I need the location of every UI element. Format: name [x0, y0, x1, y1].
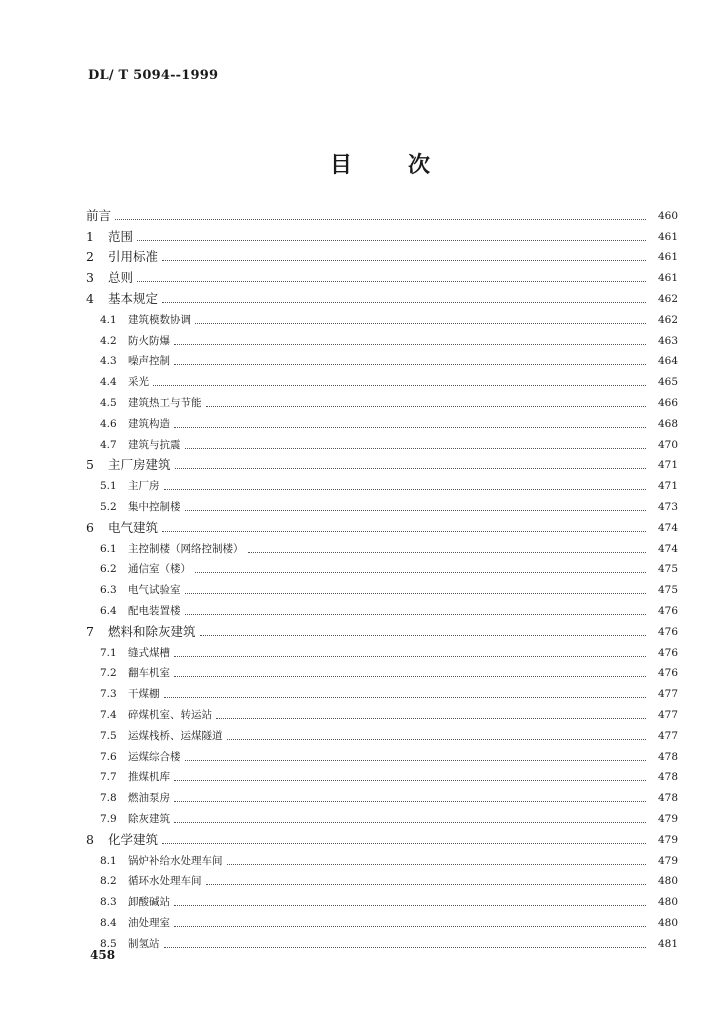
toc-entry-label: 运煤综合楼 [128, 750, 181, 763]
dot-leader [206, 883, 647, 885]
dot-leader [162, 301, 646, 303]
toc-entry-label: 循环水处理车间 [128, 875, 202, 888]
dot-leader [185, 592, 647, 594]
toc-entry-number: 7.1 [100, 646, 117, 659]
toc-entry-page: 480 [657, 916, 678, 929]
toc-entry-label: 噪声控制 [128, 355, 170, 368]
toc-entry-page: 465 [657, 376, 678, 389]
toc-entry-label: 建筑构造 [128, 417, 170, 430]
toc-entry-page: 481 [657, 937, 678, 950]
toc-entry[interactable] [86, 869, 678, 890]
dot-leader [174, 363, 646, 365]
toc-entry-number: 3 [86, 270, 94, 286]
table-of-contents [86, 203, 678, 952]
toc-entry[interactable] [86, 307, 678, 328]
toc-entry-label: 翻车机室 [128, 667, 170, 680]
toc-entry-label: 配电装置楼 [128, 604, 181, 617]
toc-entry-label: 范围 [108, 228, 134, 244]
toc-entry[interactable] [86, 432, 678, 453]
toc-entry[interactable] [86, 536, 678, 557]
dot-leader [174, 675, 646, 677]
toc-entry-label: 采光 [128, 376, 149, 389]
toc-entry-page: 479 [657, 854, 678, 867]
toc-entry[interactable] [86, 910, 678, 931]
toc-entry-label: 前言 [86, 207, 112, 223]
toc-entry-page: 477 [657, 688, 678, 701]
toc-entry-number: 7.5 [100, 729, 117, 742]
toc-entry-page: 479 [657, 833, 678, 846]
toc-entry-number: 7.6 [100, 750, 117, 763]
dot-leader [137, 280, 646, 282]
toc-entry-page: 471 [657, 459, 678, 472]
toc-entry-number: 5 [86, 457, 94, 473]
toc-entry-page: 476 [657, 667, 678, 680]
toc-entry[interactable] [86, 744, 678, 765]
toc-entry-number: 7.8 [100, 792, 117, 805]
toc-entry-page: 473 [657, 500, 678, 513]
toc-entry-label: 缝式煤槽 [128, 646, 170, 659]
dot-leader [164, 488, 647, 490]
toc-entry-page: 462 [657, 313, 678, 326]
document-code-header: DL/ T 5094--1999 [88, 68, 219, 83]
dot-leader [115, 218, 646, 220]
dot-leader [174, 821, 646, 823]
toc-entry-label: 电气建筑 [108, 519, 159, 535]
toc-entry-number: 7.3 [100, 688, 117, 701]
toc-entry-page: 461 [657, 272, 678, 285]
dot-leader [174, 904, 646, 906]
toc-entry[interactable] [86, 702, 678, 723]
toc-entry-number: 2 [86, 249, 94, 265]
page-number: 458 [90, 948, 116, 962]
toc-entry-label: 总则 [108, 270, 134, 286]
toc-entry-number: 1 [86, 228, 94, 244]
dot-leader [200, 634, 646, 636]
toc-entry[interactable] [86, 224, 678, 245]
toc-entry-number: 6.1 [100, 542, 117, 555]
toc-entry-label: 制氢站 [128, 937, 160, 950]
dot-leader [175, 467, 646, 469]
toc-entry[interactable] [86, 827, 678, 848]
toc-entry[interactable] [86, 515, 678, 536]
toc-entry[interactable] [86, 286, 678, 307]
toc-entry[interactable] [86, 245, 678, 266]
toc-entry[interactable] [86, 765, 678, 786]
toc-entry-label: 建筑与抗震 [128, 438, 181, 451]
dot-leader [174, 655, 646, 657]
dot-leader [185, 759, 647, 761]
title-char-2: 次 [408, 152, 431, 178]
toc-entry-number: 8.3 [100, 896, 117, 909]
toc-entry-number: 6.2 [100, 563, 117, 576]
toc-entry-number: 6.3 [100, 584, 117, 597]
toc-entry-number: 5.1 [100, 480, 117, 493]
dot-leader [227, 863, 647, 865]
toc-entry-label: 除灰建筑 [128, 812, 170, 825]
toc-entry-label: 基本规定 [108, 290, 159, 306]
toc-entry-page: 477 [657, 729, 678, 742]
toc-entry[interactable] [86, 349, 678, 370]
dot-leader [164, 946, 647, 948]
toc-entry[interactable] [86, 640, 678, 661]
toc-entry[interactable] [86, 785, 678, 806]
toc-entry-label: 建筑模数协调 [128, 313, 191, 326]
dot-leader [185, 447, 647, 449]
toc-entry[interactable] [86, 390, 678, 411]
toc-entry-number: 4 [86, 290, 94, 306]
toc-entry-page: 478 [657, 750, 678, 763]
toc-entry[interactable] [86, 203, 678, 224]
dot-leader [153, 384, 646, 386]
toc-entry-label: 主厂房 [128, 480, 160, 493]
toc-entry[interactable] [86, 848, 678, 869]
toc-entry[interactable] [86, 494, 678, 515]
toc-entry-page: 476 [657, 604, 678, 617]
toc-entry-label: 燃料和除灰建筑 [108, 623, 196, 639]
toc-entry-page: 460 [657, 209, 678, 222]
dot-leader [174, 800, 646, 802]
toc-entry-number: 6.4 [100, 604, 117, 617]
dot-leader [216, 717, 646, 719]
toc-entry-page: 461 [657, 230, 678, 243]
toc-entry-page: 463 [657, 334, 678, 347]
toc-entry-label: 引用标准 [108, 249, 159, 265]
toc-entry[interactable] [86, 328, 678, 349]
toc-entry-page: 475 [657, 584, 678, 597]
toc-entry-page: 474 [657, 521, 678, 534]
toc-entry-page: 462 [657, 292, 678, 305]
title-char-1: 目 [330, 152, 353, 178]
toc-entry[interactable] [86, 557, 678, 578]
dot-leader [162, 842, 646, 844]
toc-entry-number: 8 [86, 831, 94, 847]
toc-entry[interactable] [86, 931, 678, 952]
toc-entry-label: 集中控制楼 [128, 500, 181, 513]
toc-entry-number: 8.4 [100, 916, 117, 929]
dot-leader [174, 426, 646, 428]
toc-entry-label: 推煤机库 [128, 771, 170, 784]
dot-leader [174, 925, 646, 927]
toc-entry-number: 4.1 [100, 313, 117, 326]
toc-entry[interactable] [86, 661, 678, 682]
dot-leader [164, 696, 647, 698]
toc-entry[interactable] [86, 265, 678, 286]
page-title [0, 148, 717, 178]
dot-leader [227, 738, 647, 740]
toc-entry-page: 477 [657, 708, 678, 721]
toc-entry-label: 运煤栈桥、运煤隧道 [128, 729, 223, 742]
toc-entry-number: 6 [86, 519, 94, 535]
toc-entry-page: 475 [657, 563, 678, 576]
dot-leader [162, 530, 646, 532]
toc-entry[interactable] [86, 473, 678, 494]
toc-entry-number: 4.4 [100, 376, 117, 389]
toc-entry-number: 7.2 [100, 667, 117, 680]
toc-entry-label: 电气试验室 [128, 584, 181, 597]
toc-entry-label: 干煤棚 [128, 688, 160, 701]
toc-entry-page: 476 [657, 646, 678, 659]
dot-leader [174, 343, 646, 345]
dot-leader [185, 613, 647, 615]
dot-leader [195, 322, 646, 324]
toc-entry-page: 464 [657, 355, 678, 368]
toc-entry-label: 化学建筑 [108, 831, 159, 847]
toc-entry[interactable] [86, 723, 678, 744]
toc-entry-label: 锅炉补给水处理车间 [128, 854, 223, 867]
toc-entry-number: 7.9 [100, 812, 117, 825]
toc-entry-number: 4.5 [100, 396, 117, 409]
toc-entry-page: 479 [657, 812, 678, 825]
toc-entry-number: 8.5 [100, 937, 117, 950]
toc-entry-number: 7.7 [100, 771, 117, 784]
toc-entry-number: 4.2 [100, 334, 117, 347]
dot-leader [174, 779, 646, 781]
toc-entry-number: 4.3 [100, 355, 117, 368]
toc-entry-page: 478 [657, 792, 678, 805]
toc-entry[interactable] [86, 369, 678, 390]
toc-entry-number: 7.4 [100, 708, 117, 721]
toc-entry[interactable] [86, 889, 678, 910]
toc-entry-label: 防火防爆 [128, 334, 170, 347]
toc-entry[interactable] [86, 411, 678, 432]
toc-entry-number: 5.2 [100, 500, 117, 513]
toc-entry-page: 468 [657, 417, 678, 430]
dot-leader [206, 405, 647, 407]
toc-entry-label: 碎煤机室、转运站 [128, 708, 212, 721]
toc-entry-page: 480 [657, 896, 678, 909]
toc-entry-label: 卸酸碱站 [128, 896, 170, 909]
toc-entry-page: 471 [657, 480, 678, 493]
dot-leader [162, 259, 646, 261]
toc-entry[interactable] [86, 619, 678, 640]
toc-entry-page: 476 [657, 625, 678, 638]
toc-entry-number: 7 [86, 623, 94, 639]
toc-entry-page: 478 [657, 771, 678, 784]
toc-entry-label: 通信室（楼） [128, 563, 191, 576]
toc-entry-page: 480 [657, 875, 678, 888]
toc-entry[interactable] [86, 598, 678, 619]
toc-entry[interactable] [86, 453, 678, 474]
toc-entry-number: 4.7 [100, 438, 117, 451]
dot-leader [185, 509, 647, 511]
toc-entry-label: 油处理室 [128, 916, 170, 929]
dot-leader [248, 551, 647, 553]
dot-leader [137, 239, 646, 241]
toc-entry-page: 470 [657, 438, 678, 451]
toc-entry[interactable] [86, 681, 678, 702]
toc-entry-label: 主厂房建筑 [108, 457, 171, 473]
dot-leader [195, 571, 646, 573]
toc-entry-number: 8.2 [100, 875, 117, 888]
toc-entry-number: 4.6 [100, 417, 117, 430]
toc-entry-page: 474 [657, 542, 678, 555]
toc-entry[interactable] [86, 806, 678, 827]
toc-entry-page: 466 [657, 396, 678, 409]
toc-entry-label: 建筑热工与节能 [128, 396, 202, 409]
toc-entry-label: 燃油泵房 [128, 792, 170, 805]
toc-entry-page: 461 [657, 251, 678, 264]
toc-entry[interactable] [86, 577, 678, 598]
toc-entry-number: 8.1 [100, 854, 117, 867]
toc-entry-label: 主控制楼（网络控制楼） [128, 542, 244, 555]
